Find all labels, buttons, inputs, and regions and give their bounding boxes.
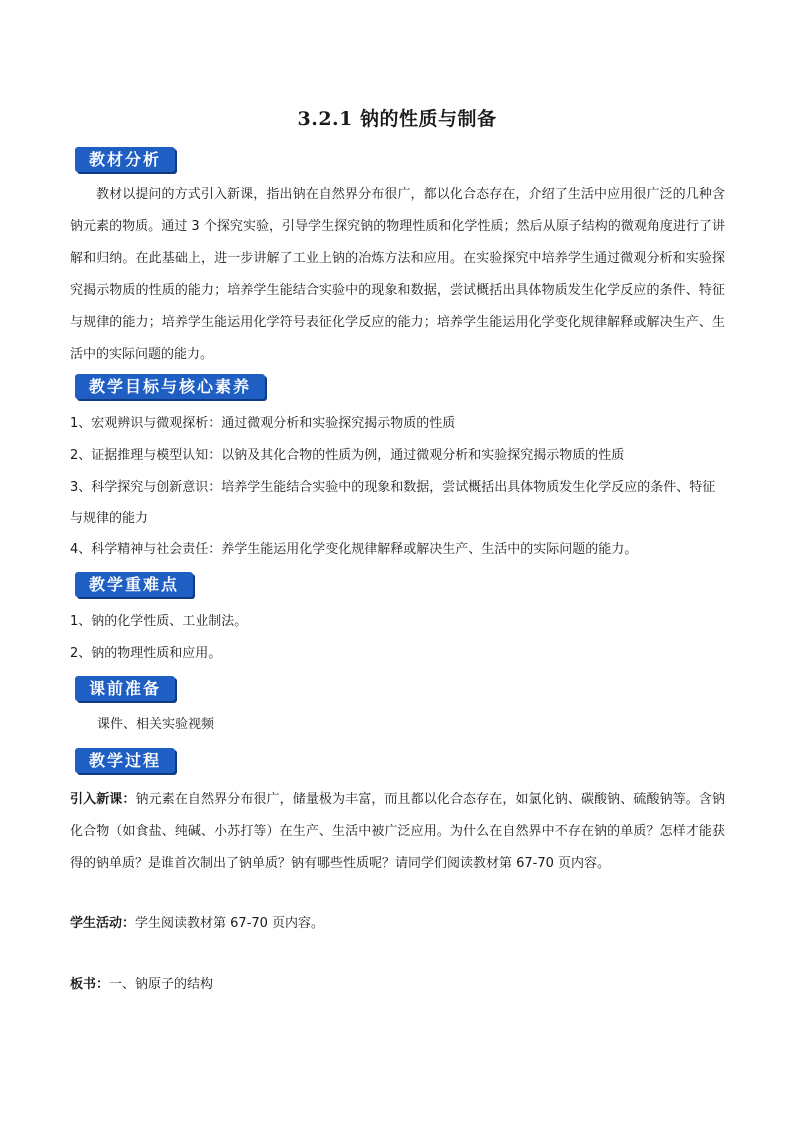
activity-text: 学生阅读教材第 67-70 页内容。 [135,916,325,931]
analysis-paragraph: 教材以提问的方式引入新课，指出钠在自然界分布很广，都以化合态存在，介绍了生活中应用很广泛的几种含钠元素的物质。通过 3 个探究实验，引导学生探究钠的物理性质和化学性质；然后从原子结构的微观角度进行了讲解和归纳。在此基础上，进一步讲解了工业上钠的冶炼方法和应用。在实验探究中培养学生通过微观分析和实验探究揭示物质的性质的能力；培养学生能结合实验中的现象和数据，尝试概括出具体物质发生化学反应的条件、特征与规律的能力；培养学生能运用化学符号表征化学反应的能力；培养学生能运用化学变化规律解释或解决生产、生活中的实际问题的能力。 [70,187,725,362]
goal-item-1: 1、宏观辨识与微观探析：通过微观分析和实验探究揭示物质的性质 [70,416,456,431]
goal-item-4: 4、科学精神与社会责任：养学生能运用化学变化规律解释或解决生产、生活中的实际问题的能力。 [70,542,638,557]
section-heading-preparation: 课前准备 [75,676,175,701]
preparation-text: 课件、相关实验视频 [97,717,215,732]
activity-line [70,908,725,939]
keypoint-item-1: 1、钠的化学性质、工业制法。 [70,614,248,629]
keypoint-item-2: 2、钠的物理性质和应用。 [70,646,222,661]
goal-item-3: 3、科学探究与创新意识：培养学生能结合实验中的现象和数据，尝试概括出具体物质发生化学反应的条件、特征与规律的能力 [70,480,716,526]
section-heading-keypoints: 教学重难点 [75,572,193,597]
intro-text: 钠元素在自然界分布很广，储量极为丰富，而且都以化合态存在，如氯化钠、碳酸钠、硫酸钠等。含钠化合物（如食盐、纯碱、小苏打等）在生产、生活中被广泛应用。为什么在自然界中不存在钠的单质？怎样才能获得的钠单质？是谁首次制出了钠单质？钠有哪些性质呢？请同学们阅读教材第 67-70 页内容。 [70,792,725,871]
board-label: 板书： [70,977,110,992]
section-heading-process: 教学过程 [75,748,175,773]
board-text: 一、钠原子的结构 [109,977,214,992]
page-title: 3.2.1 钠的性质与制备 [297,108,497,130]
intro-label: 引入新课： [70,792,136,807]
intro-paragraph [70,784,725,880]
section-heading-goals: 教学目标与核心素养 [75,374,265,399]
section-heading-analysis: 教材分析 [75,147,175,172]
board-line [70,969,725,1000]
goal-item-2: 2、证据推理与模型认知：以钠及其化合物的性质为例，通过微观分析和实验探究揭示物质的性质 [70,448,625,463]
activity-label: 学生活动： [70,916,136,931]
